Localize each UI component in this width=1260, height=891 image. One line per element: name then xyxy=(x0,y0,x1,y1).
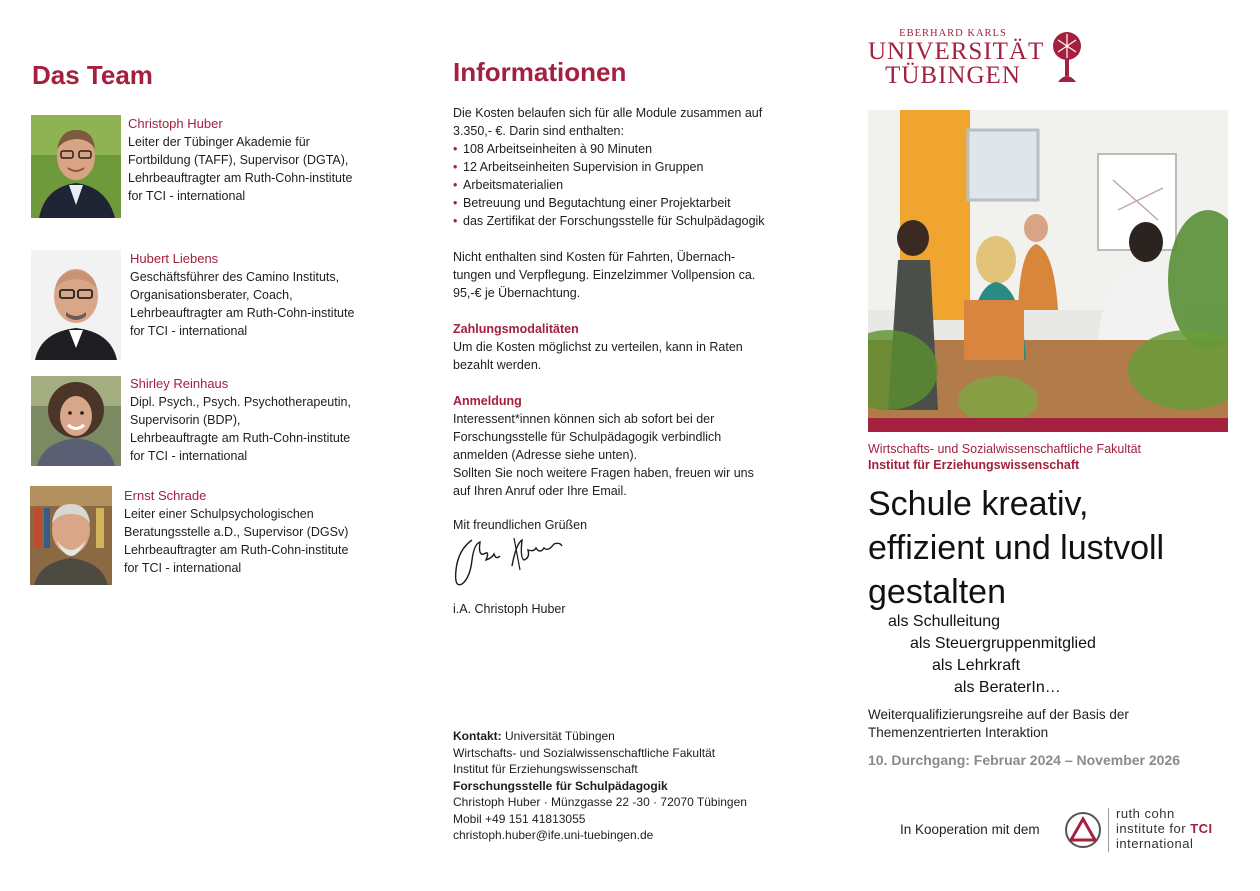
member-description: Leiter der Tübinger Akademie für Fortbildung (TAFF), Supervisor (DGTA), Lehrbeauftragter am Ruth-Cohn-institute for TCI - international xyxy=(128,135,353,203)
tci-divider xyxy=(1108,808,1109,852)
list-item: • Arbeitsmaterialien xyxy=(453,176,813,194)
cost-line: Die Kosten belaufen sich für alle Module zusammen auf xyxy=(453,106,763,120)
contact-label: Kontakt: xyxy=(453,729,502,743)
registration-text: Interessent*innen können sich ab sofort bei der xyxy=(453,412,715,426)
brochure-title: Schule kreativ, effizient und lustvoll gestalten xyxy=(868,485,1165,611)
contact-address: Christoph Huber · Münzgasse 22 -30 · 72070 Tübingen xyxy=(453,795,747,809)
cover-photo xyxy=(868,110,1228,418)
member-name: Hubert Liebens xyxy=(130,251,219,266)
registration-text: anmelden (Adresse siehe unten). xyxy=(453,448,638,462)
contact-research-unit: Forschungsstelle für Schulpädagogik xyxy=(453,778,668,793)
member-description: Dipl. Psych., Psych. Psychotherapeutin, Supervisorin (BDP), Lehrbeauftragte am Ruth-Cohn-institute for TCI - international xyxy=(130,395,351,463)
contact-block xyxy=(453,728,813,844)
contact-institute: Institut für Erziehungswissenschaft xyxy=(453,762,638,776)
course-dates: 10. Durchgang: Februar 2024 – November 2026 xyxy=(868,752,1181,768)
not-included-text: Nicht enthalten sind Kosten für Fahrten, Übernach- xyxy=(453,250,736,264)
target-roles xyxy=(868,611,1248,699)
included-list xyxy=(453,140,813,230)
contact-email[interactable]: christoph.huber@ife.uni-tuebingen.de xyxy=(453,828,654,842)
signed-by: i.A. Christoph Huber xyxy=(453,602,566,616)
list-item: • 12 Arbeitseinheiten Supervision in Gruppen xyxy=(453,158,813,176)
institute-name: Institut für Erziehungswissenschaft xyxy=(868,458,1080,472)
info-title: Informationen xyxy=(453,57,627,87)
signature xyxy=(450,530,570,594)
list-item: • 108 Arbeitseinheiten à 90 Minuten xyxy=(453,140,813,158)
faculty-name: Wirtschafts- und Sozialwissenschaftliche Fakultät xyxy=(868,442,1142,456)
contact-phone[interactable]: Mobil +49 151 41813055 xyxy=(453,811,586,826)
tci-logo-text: ruth cohn institute for TCI international xyxy=(1116,806,1213,851)
registration-text: auf Ihren Anruf oder Ihre Email. xyxy=(453,484,627,498)
contact-faculty: Wirtschafts- und Sozialwissenschaftliche Fakultät xyxy=(453,745,716,760)
registration-text: Forschungsstelle für Schulpädagogik verbindlich xyxy=(453,430,722,444)
logo-line2: TÜBINGEN xyxy=(885,62,1021,89)
role-item: als BeraterIn… xyxy=(954,679,1061,696)
info-body xyxy=(453,104,813,534)
list-item: • Betreuung und Begutachtung einer Projektarbeit xyxy=(453,194,813,212)
not-included-text: tungen und Verpflegung. Einzelzimmer Vollpension ca. xyxy=(453,268,756,282)
logo-small-text: EBERHARD KARLS xyxy=(899,28,1007,39)
list-item: • das Zertifikat der Forschungsstelle für Schulpädagogik xyxy=(453,212,813,230)
team-title: Das Team xyxy=(32,60,153,90)
brochure-subtitle: Weiterqualifizierungsreihe auf der Basis der Themenzentrierten Interaktion xyxy=(868,707,1129,740)
registration-text: Sollten Sie noch weitere Fragen haben, freuen wir uns xyxy=(453,466,754,480)
not-included-text: 95,-€ je Übernachtung. xyxy=(453,286,581,300)
payment-text: Um die Kosten möglichst zu verteilen, kann in Raten xyxy=(453,340,743,354)
tci-triangle-icon xyxy=(1064,811,1102,849)
member-description: Geschäftsführer des Camino Instituts, Organisationsberater, Coach, Lehrbeauftragter am Ruth-Cohn-institute for TCI - international xyxy=(130,270,355,338)
cover-photo-bar xyxy=(868,418,1228,432)
member-name: Shirley Reinhaus xyxy=(130,376,229,391)
photo-ernst-schrade xyxy=(30,486,112,585)
cost-line: 3.350,- €. Darin sind enthalten: xyxy=(453,124,624,138)
registration-heading: Anmeldung xyxy=(453,394,522,408)
logo-line1: UNIVERSITÄT xyxy=(868,38,1045,65)
photo-hubert-liebens xyxy=(31,250,121,360)
member-name: Ernst Schrade xyxy=(124,488,207,503)
role-item: als Schulleitung xyxy=(888,613,1001,630)
university-logo xyxy=(868,28,1045,89)
photo-christoph-huber xyxy=(31,115,121,218)
cooperation-text: In Kooperation mit dem xyxy=(900,822,1040,837)
payment-heading: Zahlungsmodalitäten xyxy=(453,322,579,336)
role-item: als Lehrkraft xyxy=(932,657,1021,674)
payment-text: bezahlt werden. xyxy=(453,358,542,372)
greeting: Mit freundlichen Grüßen xyxy=(453,518,588,532)
member-name: Christoph Huber xyxy=(128,116,223,131)
member-description: Leiter einer Schulpsychologischen Beratungsstelle a.D., Supervisor (DGSv) Lehrbeauftragter am Ruth-Cohn-institute for TCI - international xyxy=(124,507,349,575)
role-item: als Steuergruppenmitglied xyxy=(910,635,1096,652)
palm-tree-logo-icon xyxy=(1050,30,1084,84)
contact-university: Universität Tübingen xyxy=(505,729,615,743)
photo-shirley-reinhaus xyxy=(31,376,121,466)
